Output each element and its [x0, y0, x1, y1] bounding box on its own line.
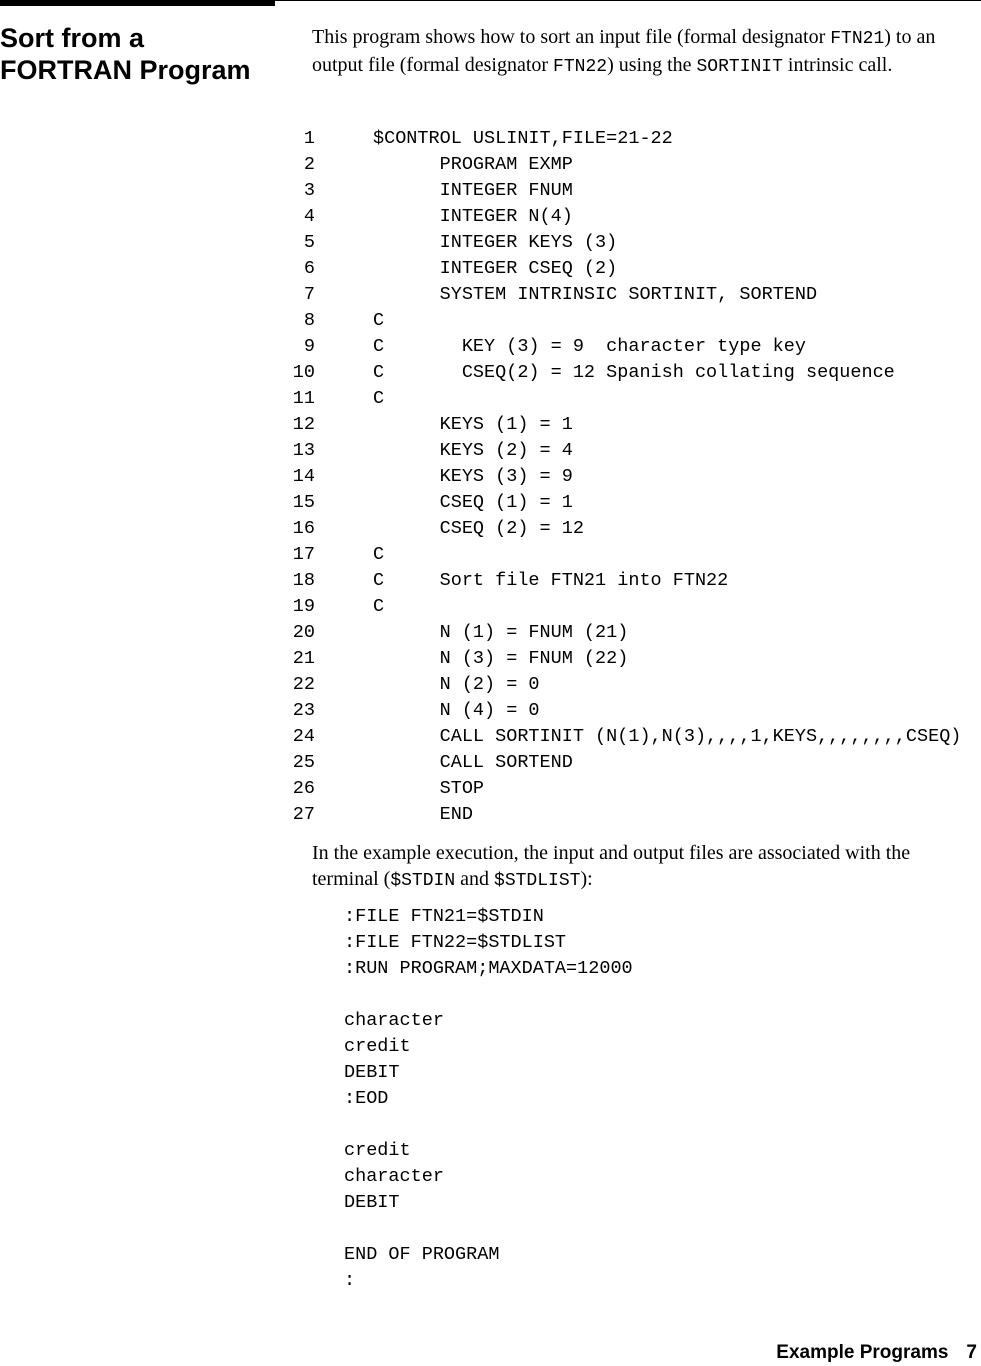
section-title: Sort from a FORTRAN Program [0, 23, 251, 85]
line-number: 17 [292, 544, 315, 565]
code-text: C [373, 544, 385, 565]
code-text: KEYS (3) = 9 [373, 466, 573, 487]
code-text: PROGRAM EXMP [373, 154, 573, 175]
line-number: 12 [292, 414, 315, 435]
line-number: 21 [292, 648, 315, 669]
session-line: : [344, 1270, 356, 1291]
session-line [344, 1112, 633, 1138]
line-number: 23 [292, 700, 315, 721]
line-number: 19 [292, 596, 315, 617]
line-number: 1 [303, 128, 315, 149]
session-line [344, 982, 633, 1008]
line-number: 3 [303, 180, 315, 201]
code-text: C [373, 388, 385, 409]
code-text: INTEGER KEYS (3) [373, 232, 618, 253]
code-text: N (2) = 0 [373, 674, 540, 695]
example-paragraph: In the example execution, the input and output files are associated with the terminal ($STDIN and $STDLIST): [312, 842, 911, 891]
line-number: 18 [292, 570, 315, 591]
line-number: 13 [292, 440, 315, 461]
session-line: END OF PROGRAM [344, 1244, 500, 1265]
code-text: N (4) = 0 [373, 700, 540, 721]
code-text: CALL SORTEND [373, 752, 573, 773]
line-number: 2 [303, 154, 315, 175]
code-text: SYSTEM INTRINSIC SORTINIT, SORTEND [373, 284, 818, 305]
stdin-name: $STDIN [390, 871, 456, 891]
code-text: N (3) = FNUM (22) [373, 648, 629, 669]
line-number: 15 [292, 492, 315, 513]
line-number: 22 [292, 674, 315, 695]
stdlist-name: $STDLIST [494, 871, 581, 891]
line-number: 27 [292, 804, 315, 825]
session-line: :EOD [344, 1088, 389, 1109]
code-text: STOP [373, 778, 485, 799]
terminal-session [344, 904, 633, 1294]
code-text: CSEQ (2) = 12 [373, 518, 584, 539]
code-text: C [373, 596, 385, 617]
code-text: C KEY (3) = 9 character type key [373, 336, 806, 357]
line-number: 26 [292, 778, 315, 799]
code-text: KEYS (1) = 1 [373, 414, 573, 435]
line-number: 10 [292, 362, 315, 383]
line-number: 14 [292, 466, 315, 487]
code-text: CALL SORTINIT (N(1),N(3),,,,1,KEYS,,,,,,,,CSEQ) [373, 726, 962, 747]
intro-paragraph: This program shows how to sort an input file (formal designator FTN21) to an output file (formal designator FTN22) using the SORTINIT intrinsic call. [312, 26, 936, 77]
header-rule-thin [275, 0, 981, 1]
code-text: KEYS (2) = 4 [373, 440, 573, 461]
code-text: C Sort file FTN21 into FTN22 [373, 570, 729, 591]
session-line: DEBIT [344, 1192, 400, 1213]
footer-chapter: Example Programs [776, 1342, 949, 1363]
session-line: :FILE FTN21=$STDIN [344, 906, 544, 927]
code-text: INTEGER CSEQ (2) [373, 258, 618, 279]
code-text: INTEGER FNUM [373, 180, 573, 201]
line-number: 8 [303, 310, 315, 331]
session-line: :FILE FTN22=$STDLIST [344, 932, 567, 953]
code-text: $CONTROL USLINIT,FILE=21-22 [373, 128, 673, 149]
session-line: credit [344, 1140, 411, 1161]
code-text: C [373, 310, 385, 331]
session-line: character [344, 1010, 444, 1031]
line-number: 25 [292, 752, 315, 773]
line-number: 5 [303, 232, 315, 253]
line-number: 9 [303, 336, 315, 357]
line-number: 24 [292, 726, 315, 747]
page-number: 7 [966, 1342, 977, 1363]
line-number: 6 [303, 258, 315, 279]
session-line: character [344, 1166, 444, 1187]
code-text: C CSEQ(2) = 12 Spanish collating sequence [373, 362, 895, 383]
code-text: CSEQ (1) = 1 [373, 492, 573, 513]
session-line: credit [344, 1036, 411, 1057]
session-line: DEBIT [344, 1062, 400, 1083]
page-footer [776, 1342, 977, 1364]
line-number: 7 [303, 284, 315, 305]
code-text: N (1) = FNUM (21) [373, 622, 629, 643]
designator-ftn21: FTN21 [830, 29, 885, 49]
code-text: INTEGER N(4) [373, 206, 573, 227]
header-rule-thick [0, 0, 275, 6]
intrinsic-name: SORTINIT [696, 57, 783, 77]
designator-ftn22: FTN22 [553, 57, 608, 77]
session-line: :RUN PROGRAM;MAXDATA=12000 [344, 958, 633, 979]
session-line [344, 1216, 633, 1242]
line-number: 16 [292, 518, 315, 539]
line-number: 4 [303, 206, 315, 227]
line-number: 11 [292, 388, 315, 409]
code-text: END [373, 804, 473, 825]
line-number: 20 [292, 622, 315, 643]
